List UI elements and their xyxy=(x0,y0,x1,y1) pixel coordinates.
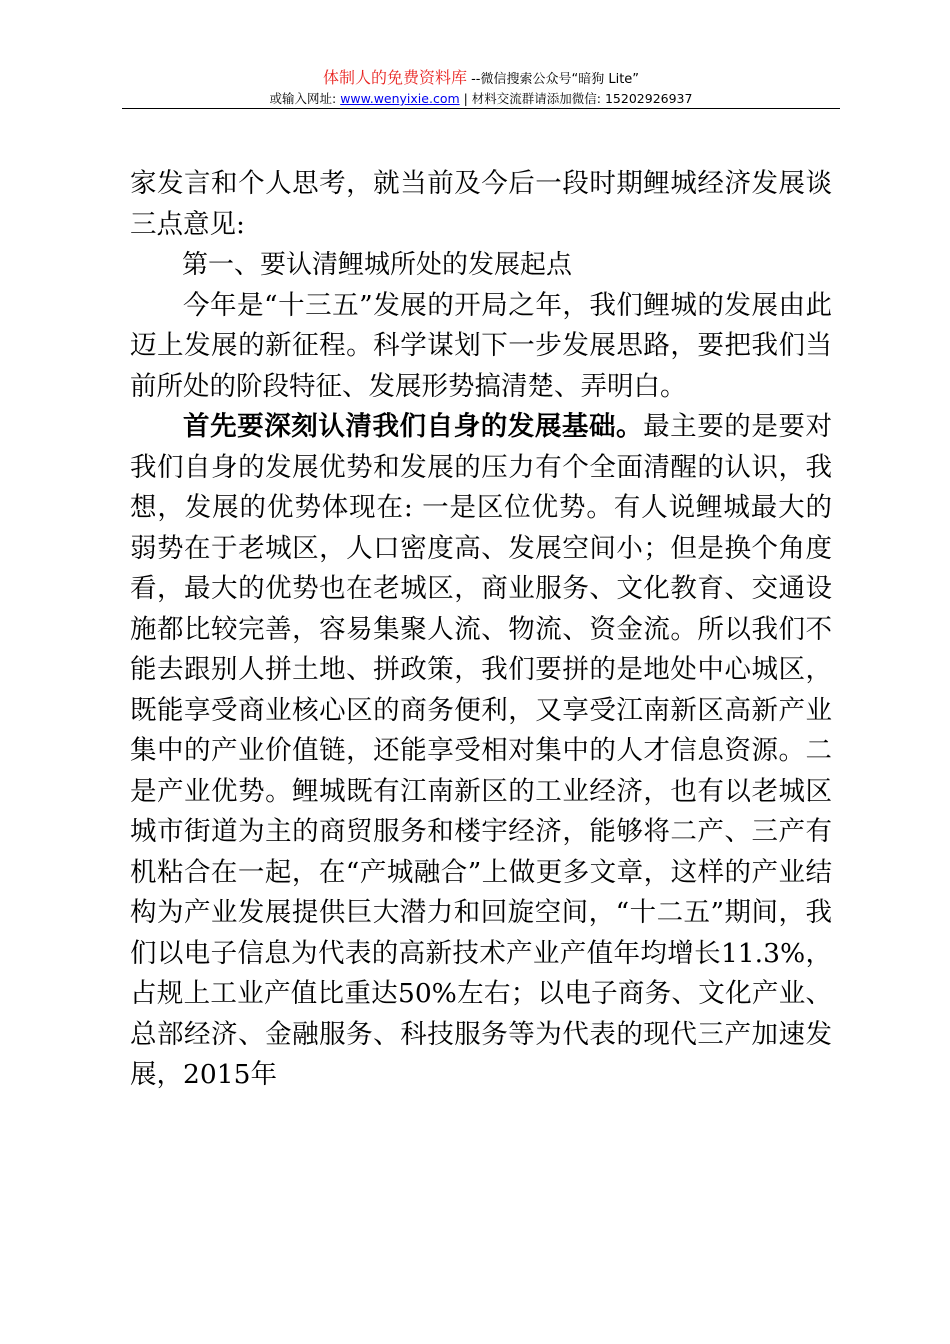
header-title-line xyxy=(122,68,840,90)
paragraph-1: 今年是“十三五”发展的开局之年，我们鲤城的发展由此迈上发展的新征程。科学谋划下一步发展思路，要把我们当前所处的阶段特征、发展形势搞清楚、弄明白。 xyxy=(130,289,832,402)
header-url-link[interactable]: www.wenyixie.com xyxy=(340,91,460,106)
intro-paragraph: 家发言和个人思考，就当前及今后一段时期鲤城经济发展谈三点意见: xyxy=(130,168,832,240)
header-url-prefix: 或输入网址: xyxy=(269,91,341,106)
page-header xyxy=(122,68,840,108)
document-body xyxy=(130,164,832,1096)
paragraph-2-text: 最主要的是要对我们自身的发展优势和发展的压力有个全面清醒的认识，我想，发展的优势体现在: 一是区位优势。有人说鲤城最大的弱势在于老城区，人口密度高、发展空间小；但是换个角度看，最大的优势也在老城区，商业服务、文化教育、交通设施都比较完善，容易集聚人流、物流、资金流。所以我们不能去跟别人拼土地、拼政策，我们要拼的是地处中心城区，既能享受商业核心区的商务便利，又享受江南新区高新产业集中的产业价值链，还能享受相对集中的人才信息资源。二是产业优势。鲤城既有江南新区的工业经济，也有以老城区城市街道为主的商贸服务和楼宇经济，能够将二产、三产有机粘合在一起，在“产城融合”上做更多文章，这样的产业结构为产业发展提供巨大潜力和回旋空间，“十二五”期间，我们以电子信息为代表的高新技术产业产值年均增长11.3%，占规上工业产值比重达50%左右；以电子商务、文化产业、总部经济、金融服务、科技服务等为代表的现代三产加速发展，2015年 xyxy=(130,411,833,1090)
paragraph-2 xyxy=(130,407,832,1096)
header-tagline: --微信搜索公众号“暗狗 Lite” xyxy=(466,72,640,87)
header-contact-line xyxy=(122,90,840,108)
paragraph-2-lead: 首先要深刻认清我们自身的发展基础。 xyxy=(183,411,644,442)
header-brand: 体制人的免费资料库 xyxy=(322,68,467,87)
header-contact-suffix: | 材料交流群请添加微信: 15202926937 xyxy=(459,91,693,106)
section-heading: 第一、要认清鲤城所处的发展起点 xyxy=(182,250,573,280)
header-divider xyxy=(122,108,840,109)
